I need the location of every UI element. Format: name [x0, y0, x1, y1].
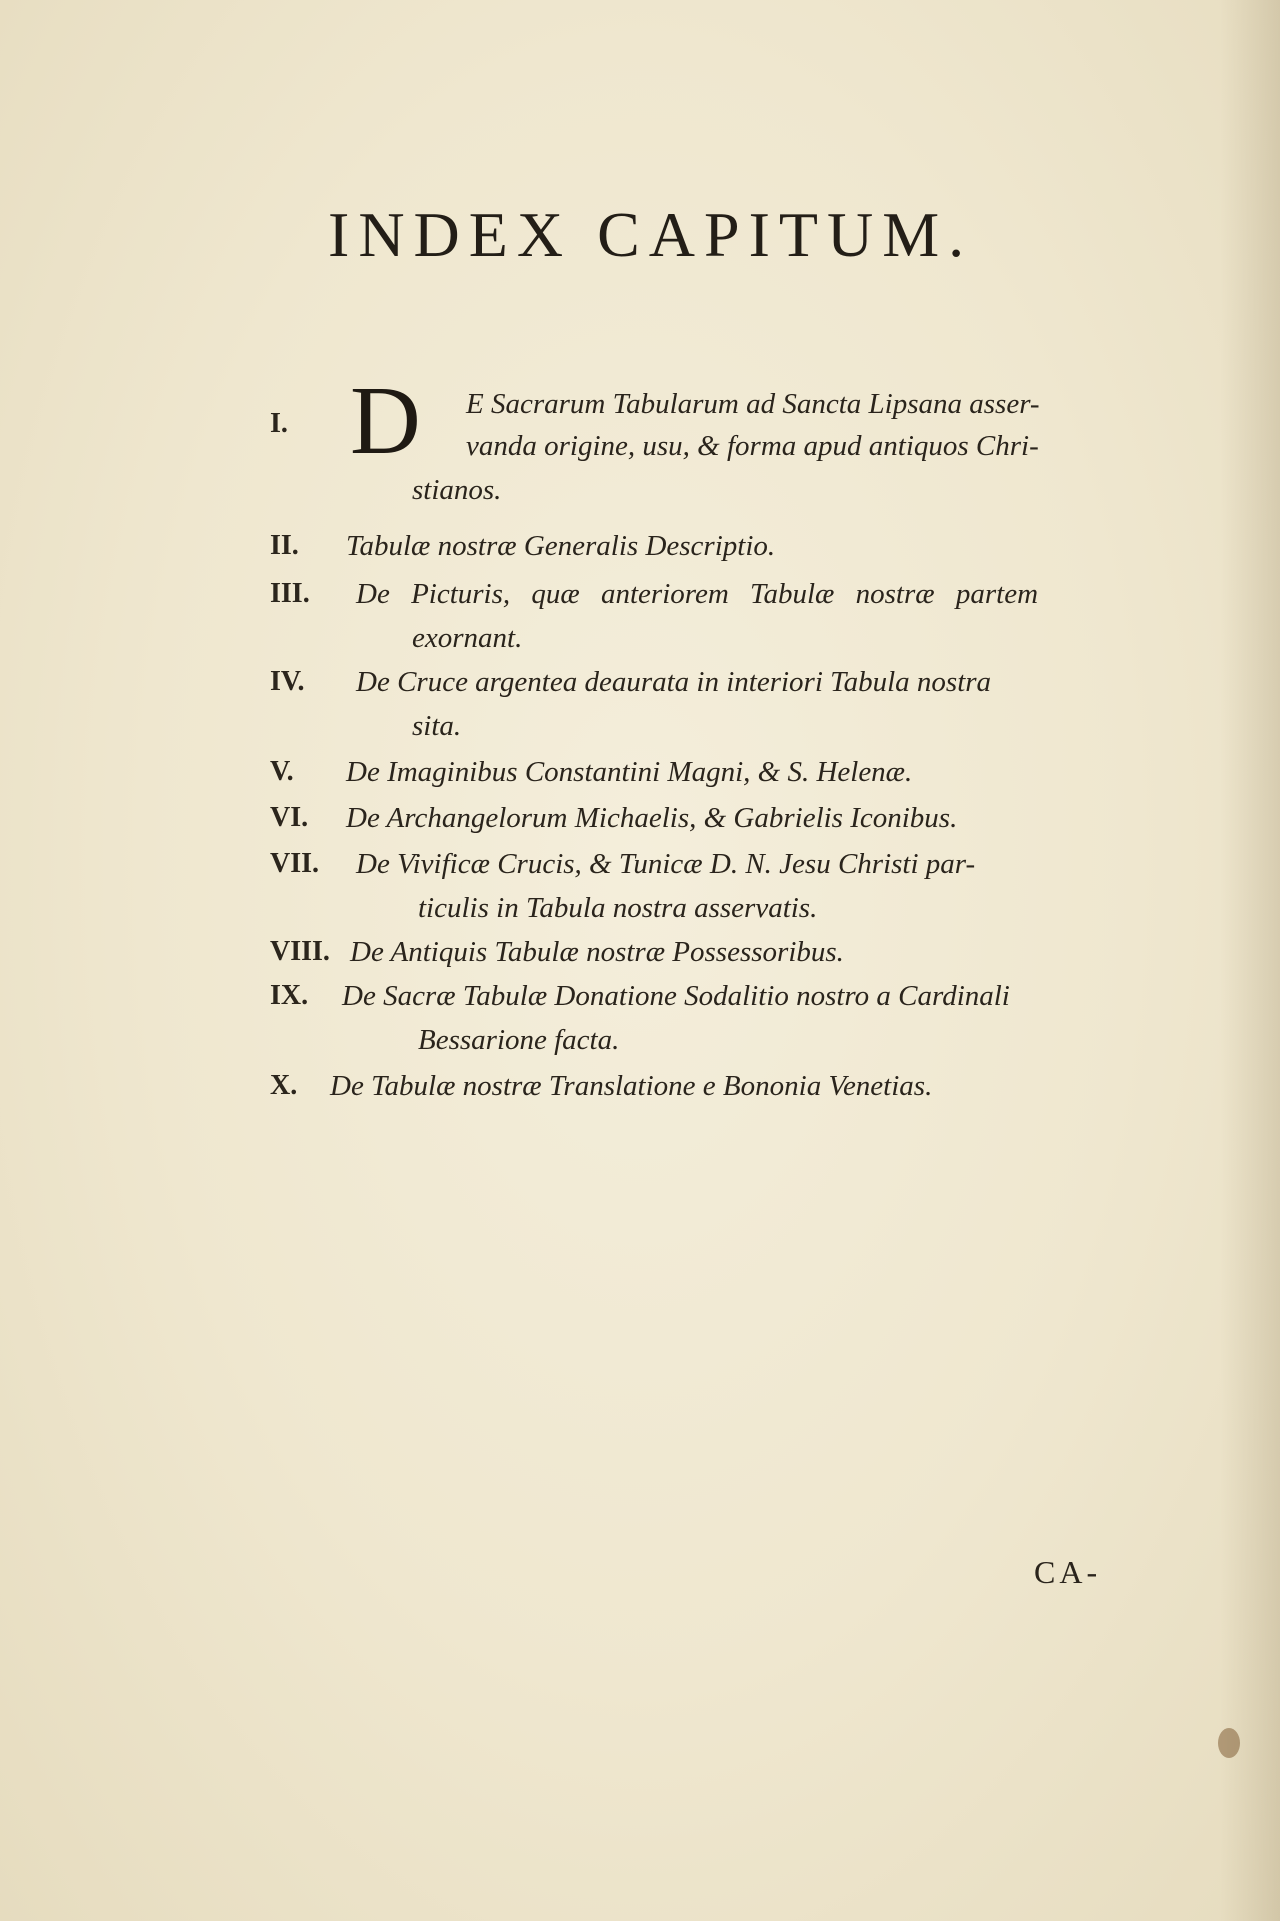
entry-text-line: De Imaginibus Constantini Magni, & S. Helenæ.: [346, 756, 913, 788]
entry-text-line: De Sacræ Tabulæ Donatione Sodalitio nostro a Cardinali: [342, 980, 1010, 1012]
entry-text-line: ticulis in Tabula nostra asservatis.: [418, 892, 818, 924]
entry-text-line: De Picturis, quæ anteriorem Tabulæ nostræ partem: [356, 578, 1039, 610]
entry-number: IX.: [270, 980, 309, 1011]
paper-stain: [1218, 1728, 1240, 1758]
entry-text-line: stianos.: [412, 474, 502, 506]
entry-number: IV.: [270, 666, 305, 697]
entry-number: II.: [270, 530, 299, 561]
entry-text-line: De Tabulæ nostræ Translatione e Bononia Venetias.: [330, 1070, 933, 1102]
entry-text-line: E Sacrarum Tabularum ad Sancta Lipsana asser-: [466, 388, 1040, 420]
entry-text-line: De Vivificæ Crucis, & Tunicæ D. N. Jesu Christi par-: [356, 848, 976, 880]
entry-text-line: De Antiquis Tabulæ nostræ Possessoribus.: [350, 936, 844, 968]
entry-number: VIII.: [270, 936, 330, 967]
entry-text-line: Bessarione facta.: [418, 1024, 620, 1056]
entry-text-line: vanda origine, usu, & forma apud antiquos Chri-: [466, 430, 1039, 462]
entry-text-line: sita.: [412, 710, 462, 742]
page-title: INDEX CAPITUM.: [328, 199, 974, 270]
entry-text-line: De Archangelorum Michaelis, & Gabrielis Iconibus.: [346, 802, 958, 834]
page-edge-shadow: [1220, 0, 1280, 1921]
entry-number: VII.: [270, 848, 320, 879]
entry-number: III.: [270, 578, 310, 609]
entry-number: I.: [270, 408, 288, 439]
entry-number: V.: [270, 756, 294, 787]
entry-number: VI.: [270, 802, 309, 833]
entry-number: X.: [270, 1070, 298, 1101]
entry-text-line: De Cruce argentea deaurata in interiori Tabula nostra: [356, 666, 992, 698]
catchword: CA-: [1034, 1554, 1102, 1590]
entry-text-line: Tabulæ nostræ Generalis Descriptio.: [346, 530, 776, 562]
entry-text-line: exornant.: [412, 622, 523, 654]
drop-cap: D: [350, 367, 421, 475]
